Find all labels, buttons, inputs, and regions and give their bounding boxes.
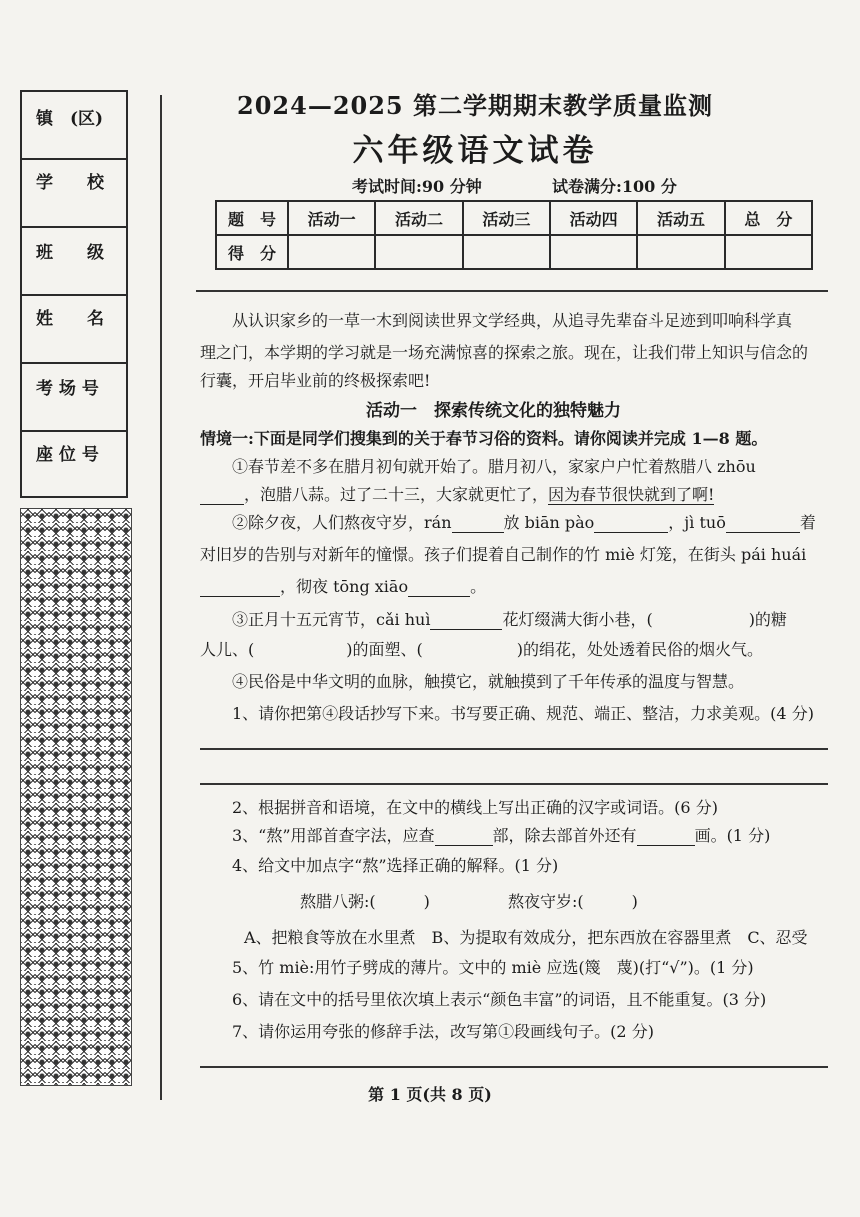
answer-blank[interactable] — [726, 516, 800, 533]
field-town — [22, 92, 126, 160]
paragraph-text: 着 — [799, 513, 816, 532]
question-text: 部，除去部首外还有 — [492, 826, 637, 845]
page-number: 第 1 页(共 8 页) — [368, 1085, 492, 1104]
underlined-sentence: 因为春节很快就到了啊! — [548, 485, 715, 504]
answer-line[interactable] — [200, 1066, 828, 1068]
field-label: 班 级 — [36, 243, 104, 263]
score-table-cell: 活动五 — [637, 201, 724, 235]
score-table — [215, 200, 813, 270]
answer-blank[interactable] — [408, 580, 470, 597]
score-blank-cell[interactable] — [637, 235, 724, 269]
binding-line — [160, 95, 162, 1100]
paragraph-text: )的绢花，处处透着民俗的烟火气。 — [516, 640, 763, 659]
field-label: 姓 名 — [36, 309, 104, 329]
paragraph-text: 人儿、( — [200, 640, 255, 659]
field-label: 镇 (区) — [36, 109, 104, 129]
score-blank-cell[interactable] — [725, 235, 812, 269]
score-blank-cell[interactable] — [288, 235, 375, 269]
exam-title: 2024—2025 第二学期期末教学质量监测 — [237, 91, 713, 120]
question-6: 6、请在文中的括号里依次填上表示“颜色丰富”的词语，且不能重复。(3 分) — [232, 990, 767, 1009]
score-blank-cell[interactable] — [375, 235, 462, 269]
score-table-cell: 题 号 — [216, 201, 288, 235]
answer-line[interactable] — [200, 783, 828, 785]
score-table-score-row — [216, 235, 812, 269]
field-exam-room — [22, 364, 126, 432]
paragraph-text: )的糖 — [748, 610, 787, 629]
score-table-header-row — [216, 201, 812, 235]
paragraph-text: 花灯缀满大街小巷，( — [502, 610, 653, 629]
paragraph-1-cont — [200, 485, 830, 505]
header-divider — [196, 290, 828, 292]
answer-blank[interactable] — [594, 516, 668, 533]
situation-text: 情境一:下面是同学们搜集到的关于春节习俗的资料。请你阅读并完成 1—8 题。 — [200, 429, 768, 448]
activity-title: 活动一 探索传统文化的独特魅力 — [366, 401, 621, 421]
score-blank-cell[interactable] — [550, 235, 637, 269]
question-text: 画。(1 分) — [694, 826, 771, 845]
paragraph-text: ，泡腊八蒜。过了二十三，大家就更忙了， — [244, 485, 549, 504]
paragraph-text: )的面塑、( — [346, 640, 423, 659]
paragraph-2 — [232, 513, 860, 533]
exam-subtitle: 六年级语文试卷 — [352, 133, 598, 169]
paragraph-text: ③正月十五元宵节，cǎi huì — [232, 610, 431, 629]
answer-blank[interactable] — [637, 829, 695, 846]
field-label: 学 校 — [36, 173, 104, 193]
question-4: 4、给文中加点字“熬”选择正确的解释。(1 分) — [232, 856, 559, 875]
score-table-cell: 得 分 — [216, 235, 288, 269]
paragraph-text: ，彻夜 tōng xiāo — [280, 577, 409, 596]
answer-blank[interactable] — [452, 516, 504, 533]
paragraph-text: 放 biān pào — [503, 513, 595, 532]
question-7: 7、请你运用夸张的修辞手法，改写第①段画线句子。(2 分) — [232, 1022, 654, 1041]
field-label: 考 场 号 — [36, 379, 99, 399]
score-table-cell: 活动四 — [550, 201, 637, 235]
paragraph-2-cont — [200, 545, 830, 565]
paragraph-text: 。 — [470, 577, 487, 596]
intro-line: 从认识家乡的一草一木到阅读世界文学经典，从追寻先辈奋斗足迹到叩响科学真 — [232, 311, 793, 330]
score-blank-cell[interactable] — [463, 235, 550, 269]
full-score: 试卷满分:100 分 — [552, 177, 677, 196]
question-text: 3、“熬”用部首查字法，应查 — [232, 826, 435, 845]
paragraph-3-cont — [200, 640, 830, 660]
field-class — [22, 228, 126, 296]
answer-line[interactable] — [200, 748, 828, 750]
question-4-item: 熬夜守岁:( ) — [508, 892, 638, 911]
score-table-cell: 活动二 — [375, 201, 462, 235]
question-1: 1、请你把第④段话抄写下来。书写要正确、规范、端正、整洁，力求美观。(4 分) — [232, 704, 814, 723]
paragraph-text: ②除夕夜，人们熬夜守岁，rán — [232, 513, 452, 532]
score-table-cell: 总 分 — [725, 201, 812, 235]
intro-line: 理之门，本学期的学习就是一场充满惊喜的探索之旅。现在，让我们带上知识与信念的 — [200, 343, 809, 362]
field-seat — [22, 432, 126, 496]
paragraph-4: ④民俗是中华文明的血脉，触摸它，就触摸到了千年传承的温度与智慧。 — [232, 672, 745, 691]
question-2: 2、根据拼音和语境，在文中的横线上写出正确的汉字或词语。(6 分) — [232, 798, 718, 817]
answer-blank[interactable] — [200, 488, 244, 505]
answer-blank[interactable] — [435, 829, 493, 846]
question-4-options: A、把粮食等放在水里煮 B、为提取有效成分，把东西放在容器里煮 C、忍受 — [244, 928, 808, 947]
intro-line: 行囊，开启毕业前的终极探索吧! — [200, 371, 431, 390]
student-info-box — [20, 90, 128, 498]
score-table-cell: 活动三 — [463, 201, 550, 235]
paragraph-text: ，jì tuō — [668, 513, 726, 532]
exam-time: 考试时间:90 分钟 — [352, 177, 482, 196]
score-table-cell: 活动一 — [288, 201, 375, 235]
question-3 — [232, 826, 860, 846]
question-4-item: 熬腊八粥:( ) — [300, 892, 430, 911]
answer-blank[interactable] — [430, 613, 502, 630]
field-school — [22, 160, 126, 228]
paragraph-1 — [232, 457, 860, 477]
field-name — [22, 296, 126, 364]
paragraph-text: 对旧岁的告别与对新年的憧憬。孩子们提着自己制作的竹 miè 灯笼，在街头 pái huái — [200, 545, 807, 564]
field-label: 座 位 号 — [36, 445, 99, 465]
question-5: 5、竹 miè:用竹子劈成的薄片。文中的 miè 应选(篾 蔑)(打“√”)。(1 分) — [232, 958, 754, 977]
decorative-pattern — [20, 508, 132, 1086]
paragraph-text: ①春节差不多在腊月初旬就开始了。腊月初八，家家户户忙着熬腊八 zhōu — [232, 457, 756, 476]
paragraph-2-cont — [200, 577, 830, 597]
paragraph-3 — [232, 610, 860, 630]
answer-blank[interactable] — [200, 580, 280, 597]
